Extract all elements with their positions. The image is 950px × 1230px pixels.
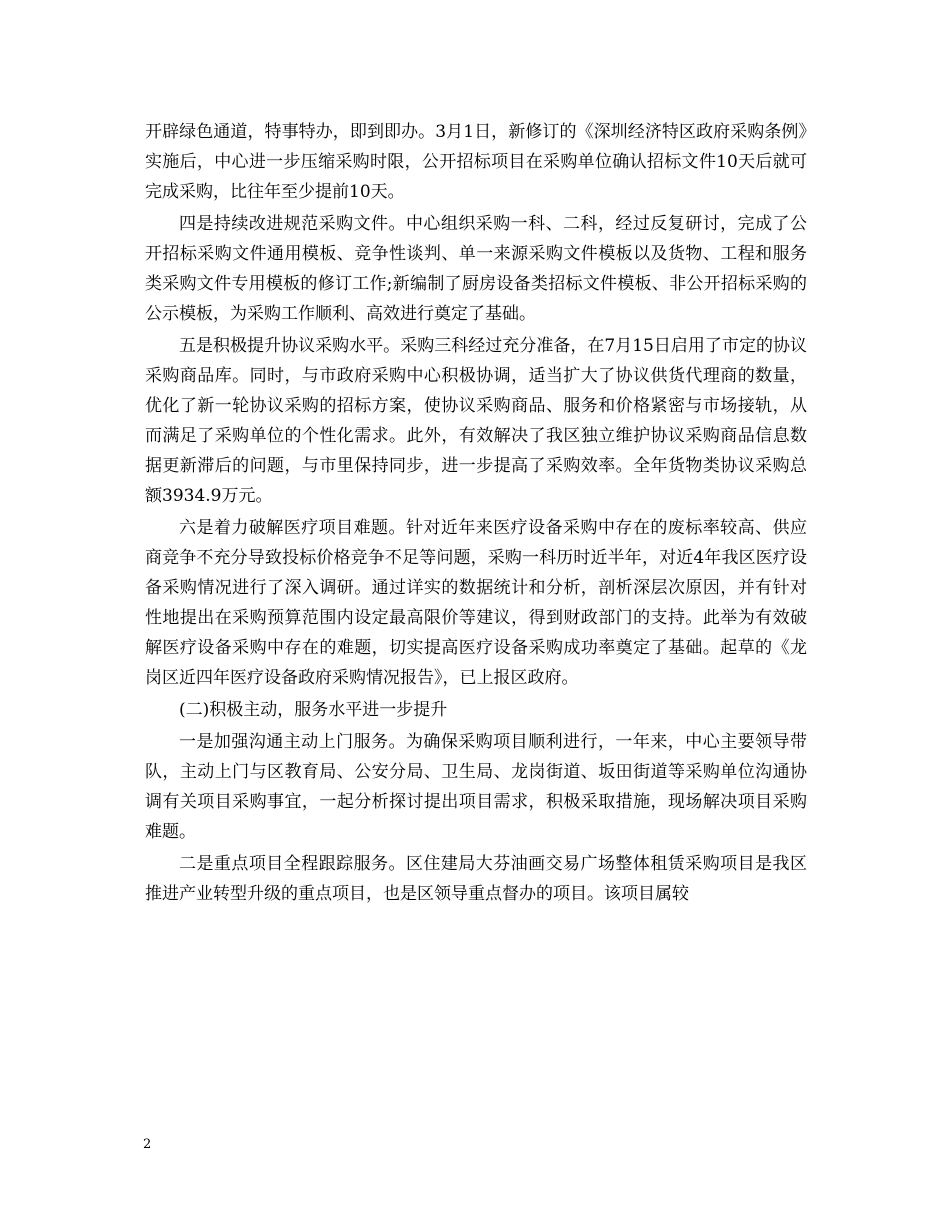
paragraph-2: 四是持续改进规范采购文件。中心组织采购一科、二科，经过反复研讨，完成了公开招标采购文件通用模板、竞争性谈判、单一来源采购文件模板以及货物、工程和服务类采购文件专用模板的修订工作;新编制了厨房设备类招标文件模板、非公开招标采购的公示模板，为采购工作顺利、高效进行奠定了基础。 — [145, 214, 807, 324]
paragraph-1: 开辟绿色通道，特事特办，即到即办。3月1日，新修订的《深圳经济特区政府采购条例》实施后，中心进一步压缩采购时限，公开招标项目在采购单位确认招标文件10天后就可完成采购，比往年至少提前10天。 — [145, 122, 807, 202]
page-number: 2 — [143, 1137, 152, 1152]
paragraph-3: 五是积极提升协议采购水平。采购三科经过充分准备，在7月15日启用了市定的协议采购商品库。同时，与市政府采购中心积极协调，适当扩大了协议供货代理商的数量，优化了新一轮协议采购的招标方案，使协议采购商品、服务和价格紧密与市场接轨，从而满足了采购单位的个性化需求。此外，有效解决了我区独立维护协议采购商品信息数据更新滞后的问题，与市里保持同步，进一步提高了采购效率。全年货物类协议采购总额3934.9万元。 — [145, 336, 807, 506]
section-heading: (二)积极主动，服务水平进一步提升 — [179, 700, 448, 720]
paragraph-6: 二是重点项目全程跟踪服务。区住建局大芬油画交易广场整体租赁采购项目是我区推进产业转型升级的重点项目，也是区领导重点督办的项目。该项目属较 — [145, 854, 807, 904]
paragraph-4: 六是着力破解医疗项目难题。针对近年来医疗设备采购中存在的废标率较高、供应商竞争不充分导致投标价格竞争不足等问题，采购一科历时近半年，对近4年我区医疗设备采购情况进行了深入调研。通过详实的数据统计和分析，剖析深层次原因，并有针对性地提出在采购预算范围内设定最高限价等建议，得到财政部门的支持。此举为有效破解医疗设备采购中存在的难题，切实提高医疗设备采购成功率奠定了基础。起草的《龙岗区近四年医疗设备政府采购情况报告》，已上报区政府。 — [145, 518, 807, 688]
document-body — [145, 117, 807, 911]
paragraph-5: 一是加强沟通主动上门服务。为确保采购项目顺利进行，一年来，中心主要领导带队，主动上门与区教育局、公安分局、卫生局、龙岗街道、坂田街道等采购单位沟通协调有关项目采购事宜，一起分析探讨提出项目需求，积极采取措施，现场解决项目采购难题。 — [145, 732, 807, 842]
